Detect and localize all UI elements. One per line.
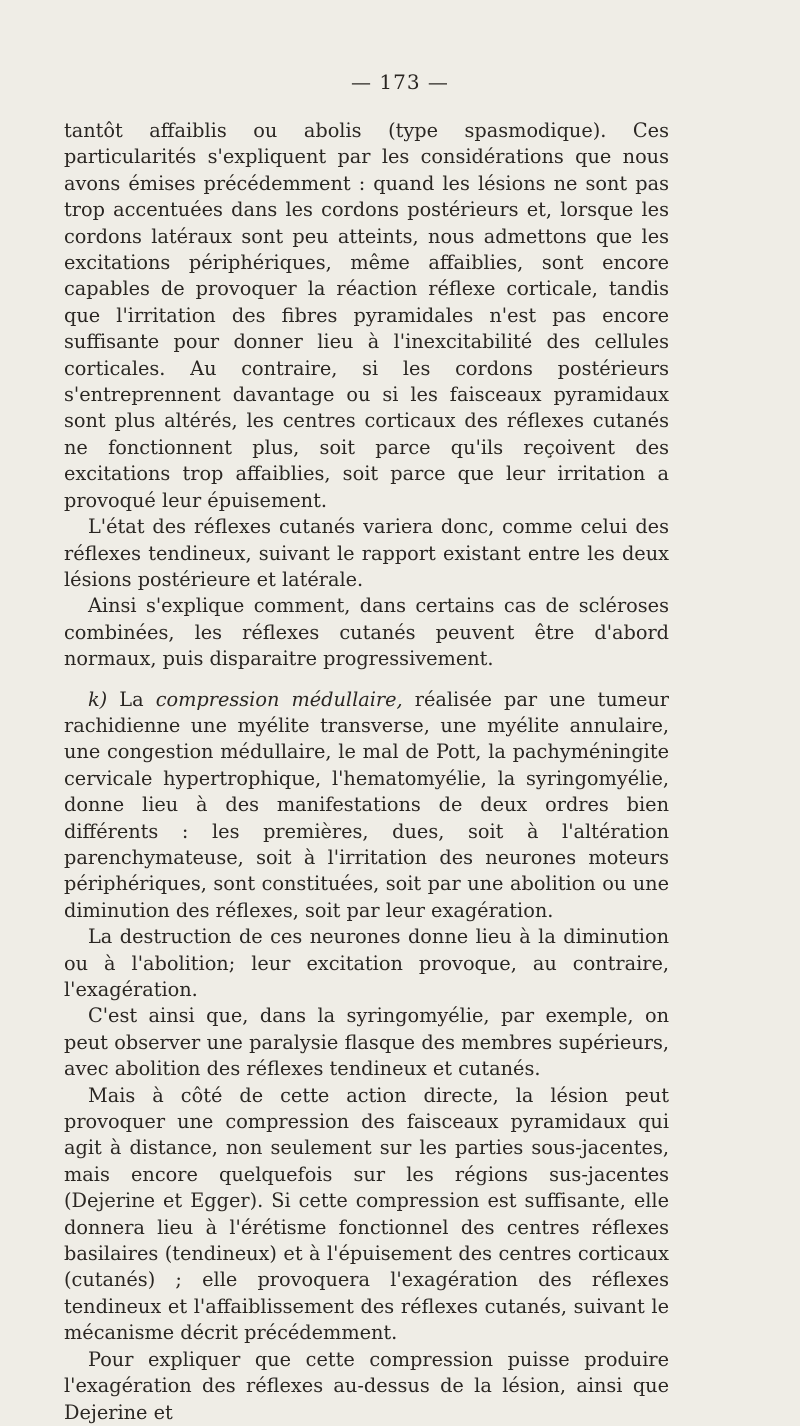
paragraph-2: L'état des réflexes cutanés variera donc, comme celui des réflexes tendineux, suivant le rapport existant entre les deux lésions postérieure et latérale. (64, 515, 669, 591)
section-prefix: La (107, 687, 156, 711)
page-number: — 173 — (351, 70, 449, 94)
paragraph-3: Ainsi s'explique comment, dans certains cas de scléroses combinées, les réflexes cutanés peuvent être d'abord normaux, puis disparaitre progressivement. (64, 594, 669, 671)
paragraph-4 (64, 687, 669, 925)
section-emphasis: compression médullaire, (155, 687, 403, 711)
paragraph-7: Mais à côté de cette action directe, la lésion peut provoquer une compression des faisceaux pyramidaux qui agit à distance, non seulement sur les parties sous-jacentes, mais encore quelquefois sur les régions sus-jacentes (Dejerine et Egger). Si cette compression est suffisante, elle donnera lieu à l'érétisme fonctionnel des centres réflexes basilaires (tendineux) et à l'épuisement des centres corticaux (cutanés) ; elle provoquera l'exagération des réflexes tendineux et l'affaiblissement des réflexes cutanés, suivant le mécanisme décrit précédemment. (64, 1083, 669, 1345)
section-letter: k) (88, 687, 108, 711)
body-text (64, 118, 669, 1426)
paragraph-4-text: réalisée par une tumeur rachidienne une myélite transverse, une myélite annulaire, une congestion médullaire, le mal de Pott, la pachyméningite cervicale hypertrophique, l'hematomyélie, la syringomyélie, donne lieu à des manifestations de deux ordres bien différents : les premières, dues, soit à l'altération parenchymateuse, soit à l'irritation des neurones moteurs périphériques, sont constituées, soit par une abolition ou une diminution des réflexes, soit par leur exagération. (64, 687, 670, 922)
paragraph-1: tantôt affaiblis ou abolis (type spasmodique). Ces particularités s'expliquent par les considérations que nous avons émises précédemment : quand les lésions ne sont pas trop accentuées dans les cordons postérieurs et, lorsque les cordons latéraux sont peu atteints, nous admettons que les excitations périphériques, même affaiblies, sont encore capables de provoquer la réaction réflexe corticale, tandis que l'irritation des fibres pyramidales n'est pas encore suffisante pour donner lieu à l'inexcitabilité des cellules corticales. Au contraire, si les cordons postérieurs s'entreprennent davantage ou si les faisceaux pyramidaux sont plus altérés, les centres corticaux des réflexes cutanés ne fonctionnent plus, soit parce qu'ils reçoivent des excitations trop affaiblies, soit parce que leur irritation a provoqué leur épuisement. (64, 119, 669, 512)
paragraph-5: La destruction de ces neurones donne lieu à la diminution ou à l'abolition; leur excitation provoque, au contraire, l'exagération. (64, 925, 669, 1001)
paragraph-6: C'est ainsi que, dans la syringomyélie, par exemple, on peut observer une paralysie flasque des membres supérieurs, avec abolition des réflexes tendineux et cutanés. (64, 1004, 669, 1081)
paragraph-8: Pour expliquer que cette compression puisse produire l'exagération des réflexes au-dessus de la lésion, ainsi que Dejerine et (64, 1347, 669, 1424)
